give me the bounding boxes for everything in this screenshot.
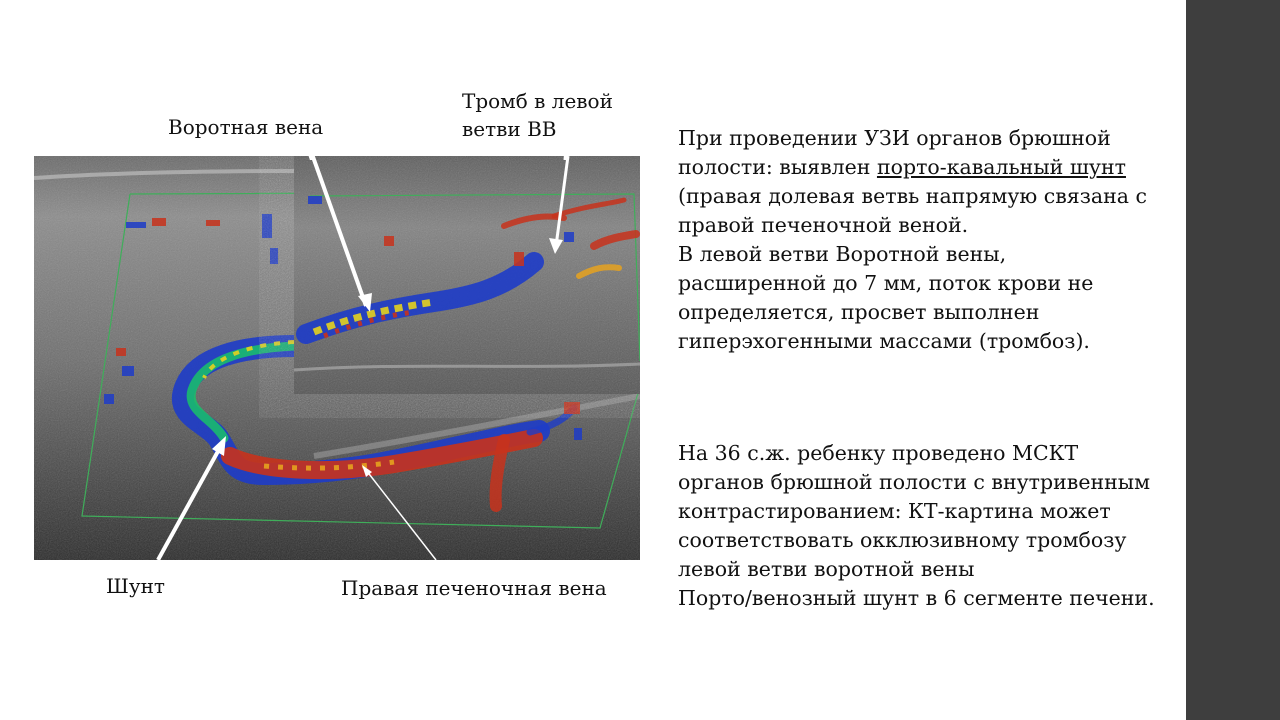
msct-findings-text: На 36 с.ж. ребенку проведено МСКТ органов брюшной полости с внутривенным контрастированием: КТ-картина может соответствовать окклюзивному тромбозу левой ветви воротной вены Порто/венозный шунт в 6 сегменте печени.	[678, 441, 1155, 610]
label-thrombus	[462, 87, 613, 143]
label-portal-vein: Воротная вена	[168, 115, 324, 139]
arrow-tails	[290, 148, 580, 160]
findings-part1: При проведении УЗИ органов брюшной полости: выявлен	[678, 126, 1111, 179]
findings-underlined: порто-кавальный шунт	[876, 155, 1126, 179]
ultrasound-doppler-image	[34, 156, 640, 560]
ultrasound-findings-text	[678, 124, 1158, 356]
slide-sidebar	[1186, 0, 1280, 720]
label-right-hepatic-vein: Правая печеночная вена	[341, 576, 607, 600]
ultrasound-inset	[294, 156, 640, 394]
label-thrombus-line2: ветви ВВ	[462, 117, 557, 141]
label-thrombus-line1: Тромб в левой	[462, 89, 613, 113]
findings-part2: (правая долевая ветвь напрямую связана с правой печеночной веной. В левой ветви Воротной вены, расширенной до 7 мм, поток крови не определяется, просвет выполнен гиперэхогенными массами (тромбоз).	[678, 184, 1147, 353]
label-shunt: Шунт	[106, 574, 165, 598]
